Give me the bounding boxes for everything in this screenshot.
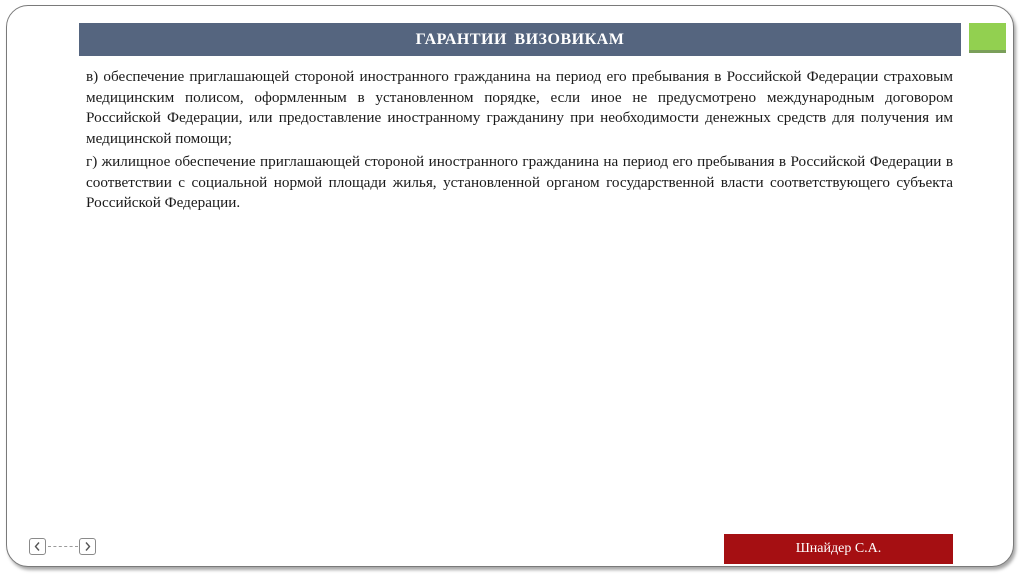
chevron-left-icon: [33, 541, 42, 552]
author-label: Шнайдер С.А.: [724, 534, 953, 564]
accent-square: [969, 23, 1006, 50]
paragraph-g: г) жилищное обеспечение приглашающей стороной иностранного гражданина на период его пребывания в Российской Федерации в соответствии с социальной нормой площади жилья, установленной органом государственной власти соответствующего субъекта Российской Федерации.: [86, 153, 953, 211]
nav-divider: [48, 546, 78, 547]
slide-title: ГАРАНТИИ ВИЗОВИКАМ: [79, 23, 961, 56]
slide-navigation: [29, 538, 99, 558]
accent-underline: [969, 50, 1006, 53]
chevron-right-icon: [83, 541, 92, 552]
slide-body: [86, 67, 953, 217]
next-slide-button[interactable]: [79, 538, 96, 555]
paragraph-v: в) обеспечение приглашающей стороной иностранного гражданина на период его пребывания в Российской Федерации страховым медицинским полисом, оформленным в установленном порядке, если иное не предусмотрено международным договором Российской Федерации, или предоставление иностранному гражданину при необходимости денежных средств для получения им медицинской помощи;: [86, 68, 953, 147]
previous-slide-button[interactable]: [29, 538, 46, 555]
